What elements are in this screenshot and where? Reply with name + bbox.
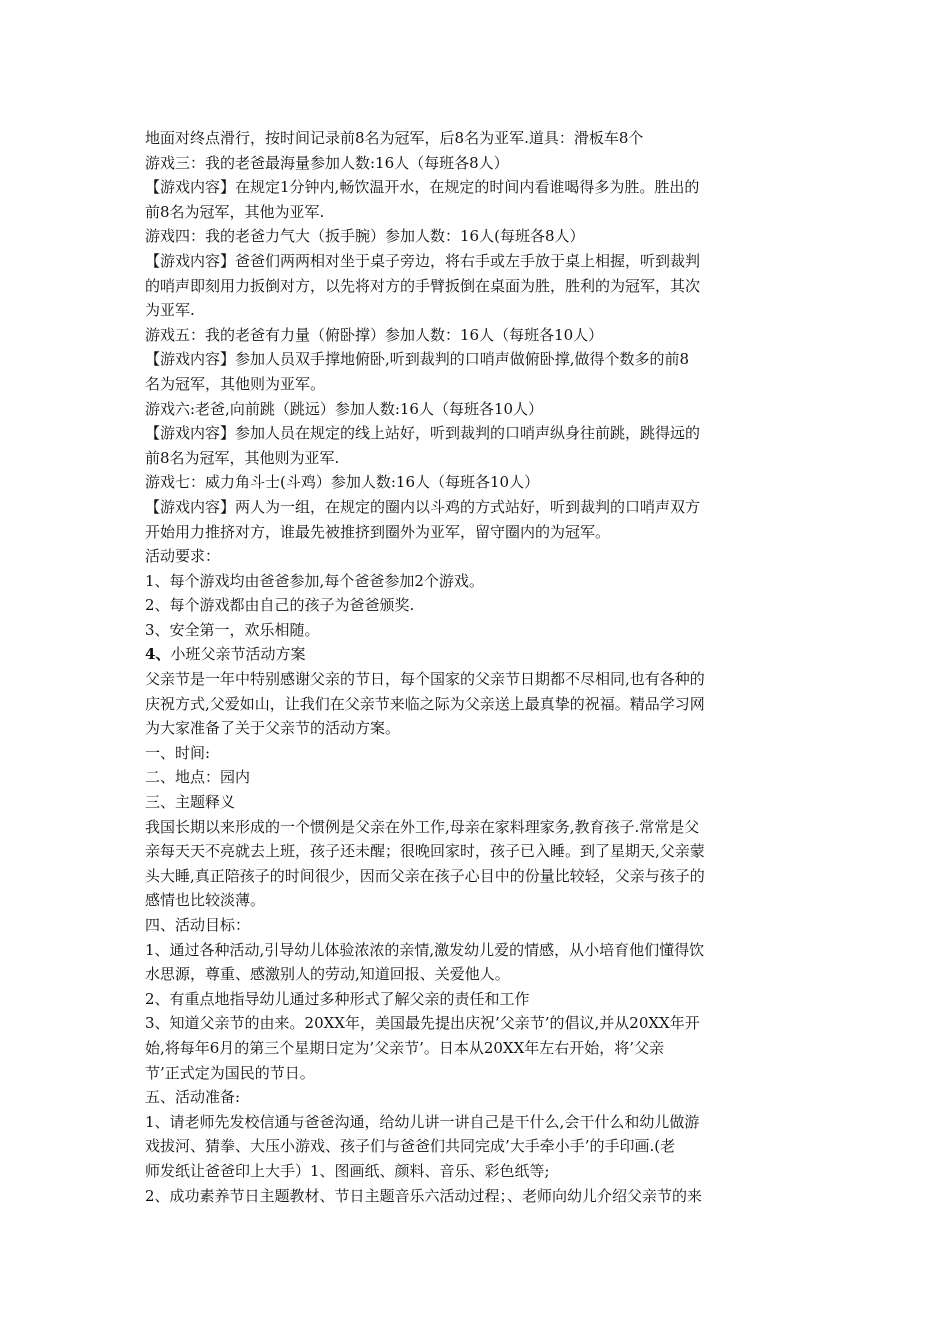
- text-line: 地面对终点滑行，按时间记录前8名为冠军，后8名为亚军.道具：滑板车8个: [145, 129, 644, 147]
- text-line: 二、地点：园内: [145, 768, 251, 787]
- text-line: 1、每个游戏均由爸爸参加,每个爸爸参加2个游戏。: [145, 571, 484, 590]
- text-line: 游戏四：我的老爸力气大（扳手腕）参加人数：16人(每班各8人）: [145, 227, 585, 246]
- text-line: 庆祝方式,父爱如山，让我们在父亲节来临之际为父亲送上最真挚的祝福。精品学习网: [145, 694, 705, 713]
- text-line: 游戏五：我的老爸有力量（俯卧撑）参加人数：16人（每班各10人）: [145, 325, 604, 344]
- text-line: 为大家准备了关于父亲节的活动方案。: [145, 719, 401, 738]
- text-line: 戏拔河、猜拳、大压小游戏、孩子们与爸爸们共同完成’大手牵小手’的手印画.(老: [145, 1137, 676, 1156]
- text-line: 2、有重点地指导幼儿通过多种形式了解父亲的责任和工作: [145, 989, 530, 1008]
- section-number: 4、: [145, 645, 171, 664]
- text-line: 【游戏内容】参加人员双手撑地俯卧,听到裁判的口哨声做俯卧撑,做得个数多的前8: [145, 350, 690, 369]
- text-line: 父亲节是一年中特别感谢父亲的节日，每个国家的父亲节日期都不尽相同,也有各种的: [145, 670, 705, 689]
- text-line: 一、时间:: [145, 743, 211, 762]
- text-line: 【游戏内容】参加人员在规定的线上站好，听到裁判的口哨声纵身往前跳，跳得远的: [145, 424, 701, 443]
- text-line: 开始用力推挤对方，谁最先被推挤到圈外为亚军，留守圈内的为冠军。: [145, 522, 611, 541]
- text-line: 亲每天天不亮就去上班，孩子还未醒；很晚回家时，孩子已入睡。到了星期天,父亲蒙: [145, 842, 705, 861]
- text-line: 1、请老师先发校信通与爸爸沟通，给幼儿讲一讲自己是干什么,会干什么和幼儿做游: [145, 1112, 700, 1131]
- text-line: 1、通过各种活动,引导幼儿体验浓浓的亲情,激发幼儿爱的情感，从小培育他们懂得饮: [145, 940, 705, 959]
- text-line: 始,将每年6月的第三个星期日定为’父亲节’。日本从20XX年左右开始，将’父亲: [145, 1038, 665, 1057]
- text-line: 2、每个游戏都由自己的孩子为爸爸颁奖.: [145, 596, 415, 615]
- text-line: 头大睡,真正陪孩子的时间很少，因而父亲在孩子心目中的份量比较轻，父亲与孩子的: [145, 866, 705, 885]
- section-heading: [145, 642, 805, 667]
- text-line: 3、安全第一，欢乐相随。: [145, 620, 320, 639]
- paragraph-block-games: [145, 126, 805, 642]
- paragraph-block-plan: [145, 667, 805, 1208]
- text-line: 师发纸让爸爸印上大手）1、图画纸、颜料、音乐、彩色纸等;: [145, 1161, 550, 1180]
- text-line: 前8名为冠军，其他为亚军.: [145, 202, 325, 221]
- text-line: 我国长期以来形成的一个惯例是父亲在外工作,母亲在家料理家务,教育孩子.常常是父: [145, 817, 700, 836]
- text-line: 前8名为冠军，其他则为亚军.: [145, 448, 340, 467]
- text-line: 【游戏内容】在规定1分钟内,畅饮温开水，在规定的时间内看谁喝得多为胜。胜出的: [145, 178, 700, 197]
- text-line: 的哨声即刻用力扳倒对方，以先将对方的手臂扳倒在桌面为胜，胜利的为冠军，其次: [145, 276, 701, 295]
- text-line: 水思源，尊重、感激别人的劳动,知道回报、关爱他人。: [145, 965, 510, 984]
- text-line: 四、活动目标：: [145, 916, 251, 934]
- document-body: [145, 126, 805, 1208]
- text-line: 游戏七：威力角斗士(斗鸡）参加人数:16人（每班各10人）: [145, 473, 540, 492]
- text-line: 感情也比较淡薄。: [145, 891, 266, 910]
- text-line: 名为冠军，其他则为亚军。: [145, 374, 326, 393]
- section-title: 小班父亲节活动方案: [170, 645, 306, 664]
- text-line: 【游戏内容】两人为一组，在规定的圈内以斗鸡的方式站好，听到裁判的口哨声双方: [145, 497, 701, 516]
- text-line: 为亚军.: [145, 301, 195, 320]
- text-line: 节’正式定为国民的节日。: [145, 1063, 315, 1082]
- text-line: 3、知道父亲节的由来。20XX年，美国最先提出庆祝’父亲节’的倡议,并从20XX年开: [145, 1014, 700, 1033]
- text-line: 三、主题释义: [145, 793, 236, 812]
- text-line: 2、成功素养节日主题教材、节日主题音乐六活动过程；、老师向幼儿介绍父亲节的来: [145, 1186, 703, 1205]
- text-line: 五、活动准备:: [145, 1088, 241, 1107]
- text-line: 游戏六:老爸,向前跳（跳远）参加人数:16人（每班各10人）: [145, 399, 544, 418]
- text-line: 【游戏内容】爸爸们两两相对坐于桌子旁边，将右手或左手放于桌上相握，听到裁判: [145, 251, 701, 270]
- text-line: 活动要求：: [145, 547, 221, 566]
- text-line: 游戏三：我的老爸最海量参加人数:16人（每班各8人）: [145, 153, 509, 172]
